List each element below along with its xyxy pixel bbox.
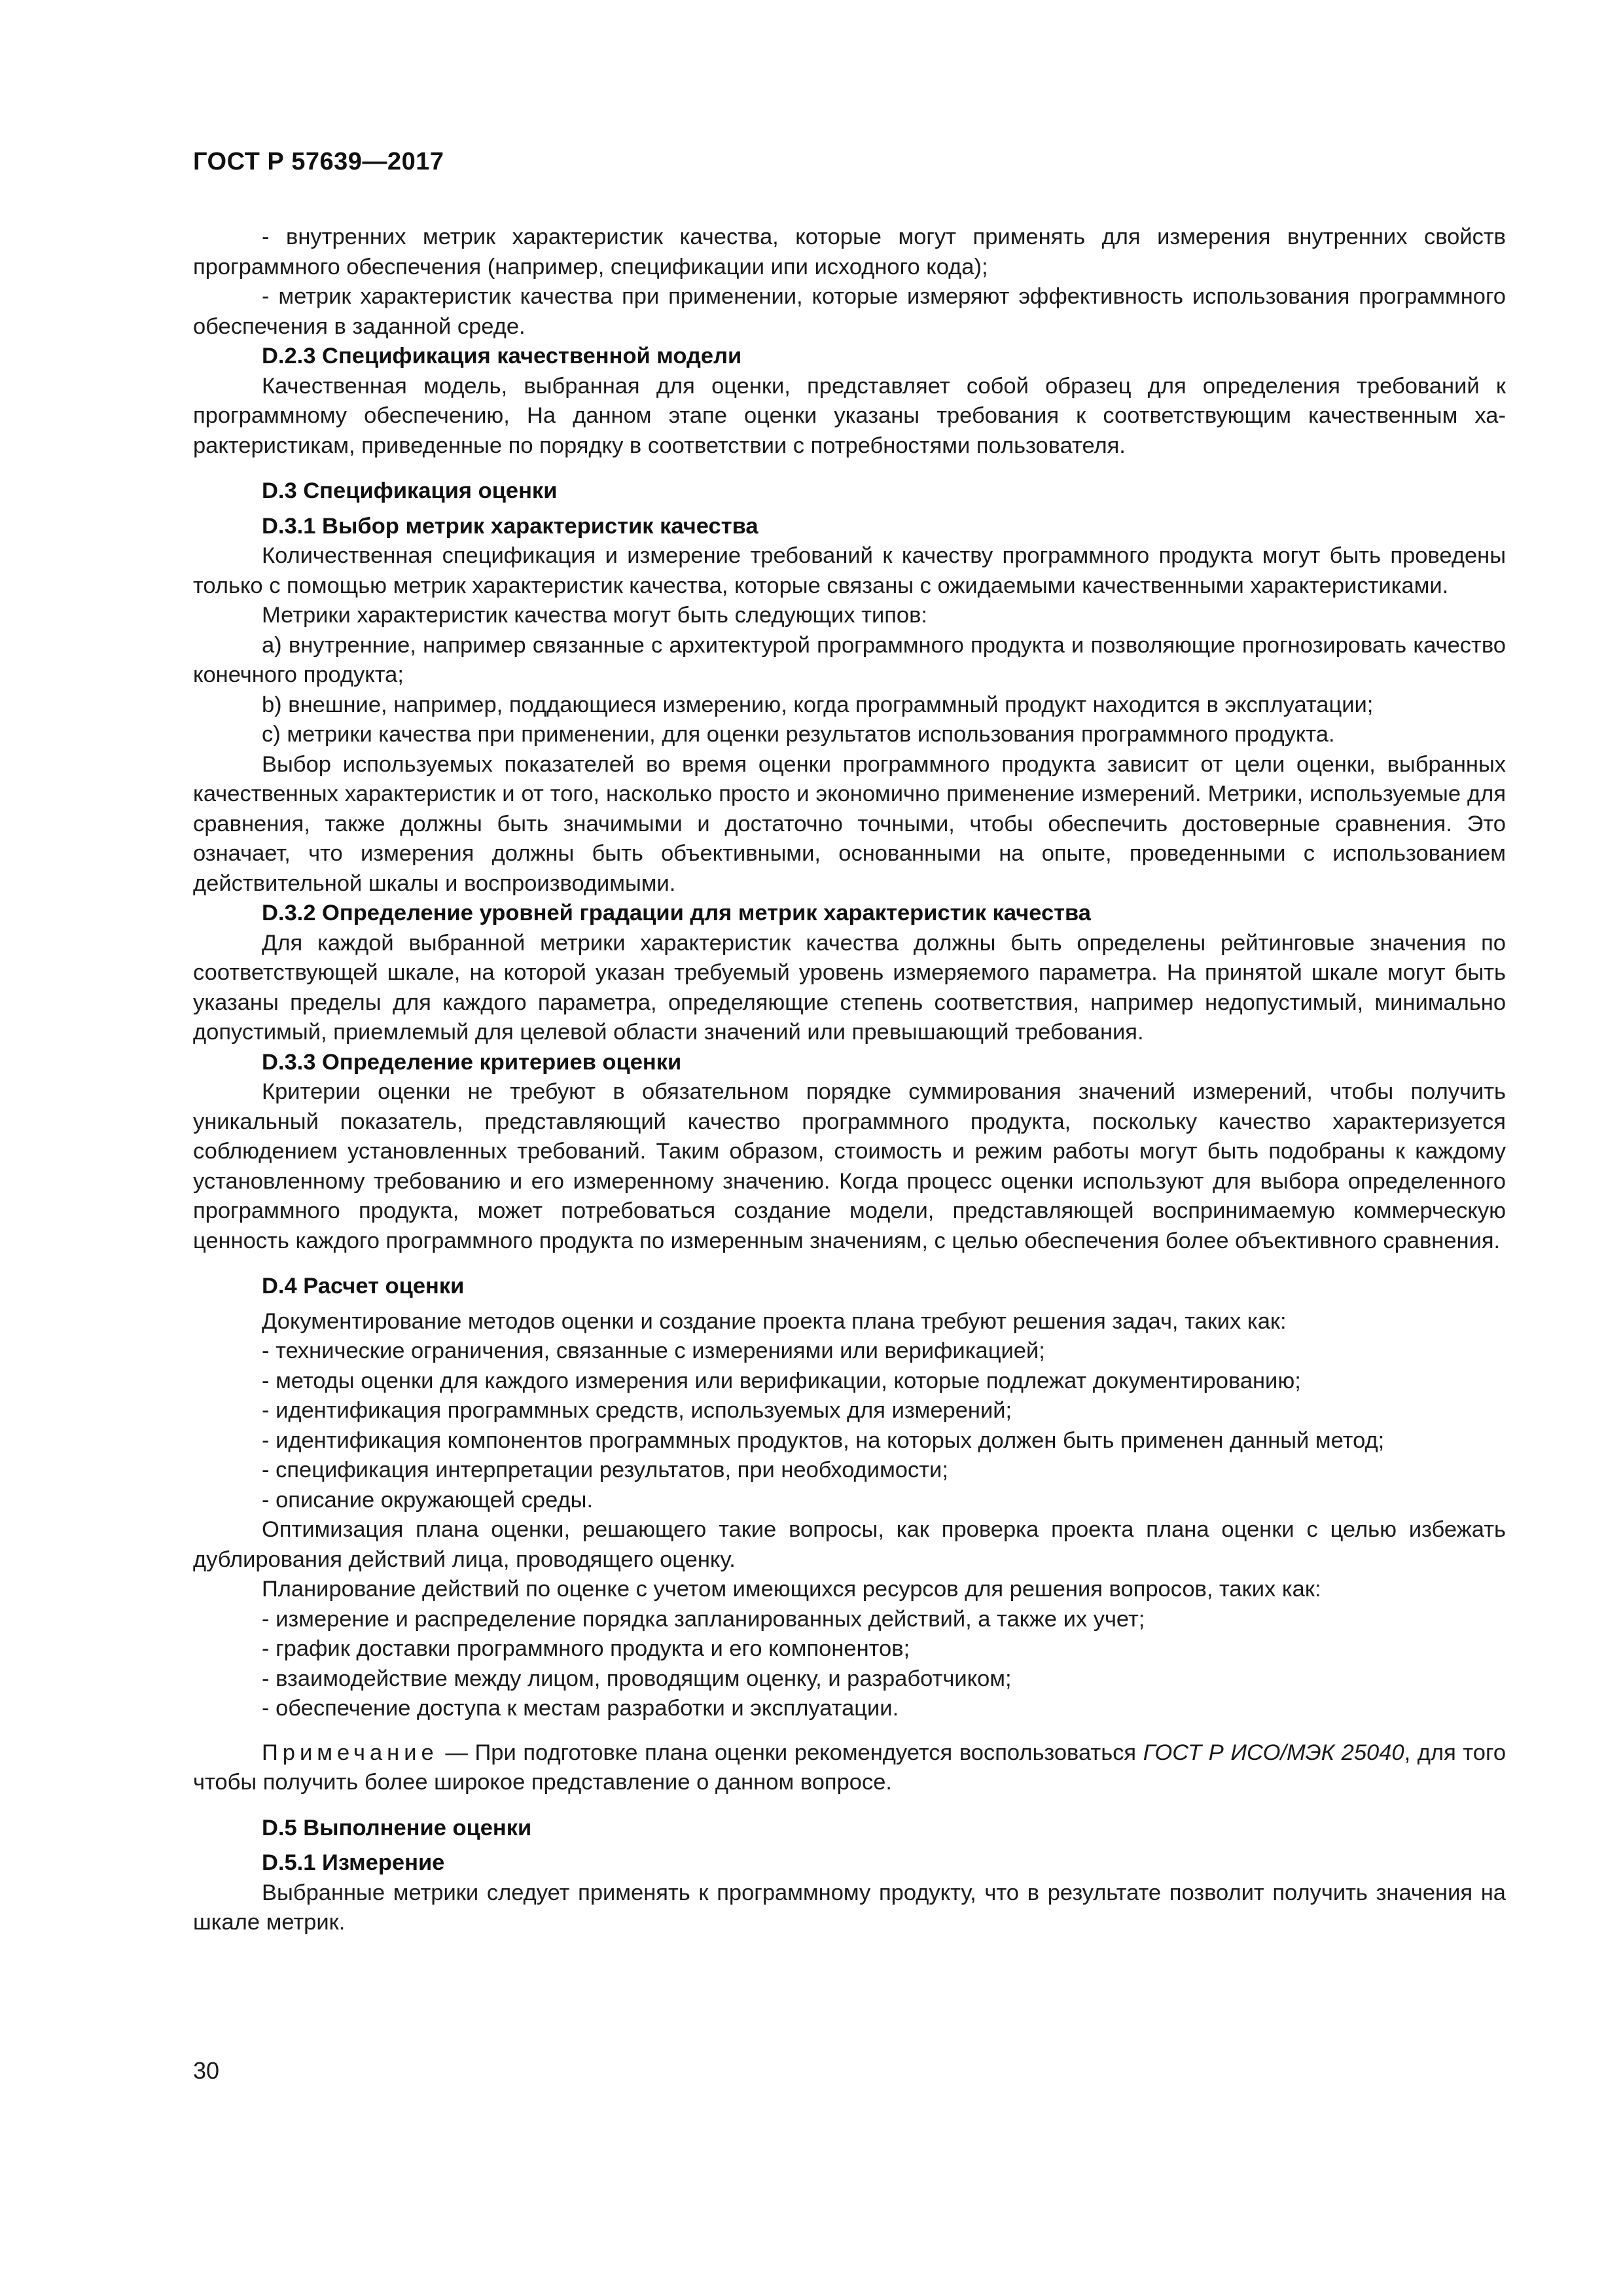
paragraph: Критерии оценки не требуют в обязательном порядке суммирования значений измерений, чтобы получить уникальный показатель, представляющий качество программного продукта, поскольку качество характеризуется соблюдением установленных требований. Таким образом, стоимость и режим работы могут быть подобраны к каждому установленному требованию и его измеренному значению. Когда процесс оценки используют для выбора определенного программного продукта, может потребоваться создание модели, представляющей воспринимаемую коммерческую ценность каждого программного продукта по измеренным значениям, с целью обеспечения более объективного сравнения.: [193, 1079, 1506, 1253]
paragraph: Документирование методов оценки и создание проекта плана требуют решения задач, таких как:: [262, 1308, 1287, 1334]
list-item: - описание окружающей среды.: [262, 1487, 594, 1513]
section-heading-d4: D.4 Расчет оценки: [262, 1274, 465, 1299]
note-text-end: , для того чтобы получить более широкое представление о данном вопросе.: [193, 1740, 1507, 1795]
list-item: - идентификация компонентов программных продуктов, на которых должен быть применен данный метод;: [262, 1427, 1385, 1453]
paragraph: Качественная модель, выбранная для оценки, представляет собой образец для определения требований к программному обеспечению, На данном этапе оценки указаны требования к соответствующим качественным характеристикам, приведенные по порядку в соответствии с потребностями пользователя.: [193, 373, 1506, 458]
paragraph: Оптимизация плана оценки, решающего такие вопросы, как проверка проекта плана оценки с целью избежать дублирования действий лица, проводящего оценку.: [193, 1517, 1506, 1572]
paragraph: Выбор используемых показателей во время оценки программного продукта зависит от цели оценки, выбранных качественных характеристик и от того, насколько просто и экономично применение измерений. Метрики, используемые для сравнения, также должны быть значимыми и достаточно точными, чтобы обеспечить достоверные сравнения. Это означает, что измерения должны быть объективными, основанными на опыте, проведенными с использованием действительной шкалы и воспроизводимыми.: [193, 751, 1506, 896]
paragraph: Метрики характеристик качества могут быть следующих типов:: [262, 603, 928, 628]
list-item: - спецификация интерпретации результатов, при необходимости;: [262, 1458, 948, 1482]
list-item: - методы оценки для каждого измерения или верификации, которые подлежат документированию;: [262, 1368, 1301, 1393]
list-item: - взаимодействие между лицом, проводящим оценку, и разработчиком;: [262, 1666, 1012, 1691]
list-item: - технические ограничения, связанные с измерениями или верификацией;: [262, 1338, 1045, 1363]
list-item: - график доставки программного продукта и его компонентов;: [262, 1636, 910, 1661]
document-code-header: ГОСТ Р 57639—2017: [193, 148, 444, 175]
subsection-heading-d32: D.3.2 Определение уровней градации для метрик характеристик качества: [262, 901, 1091, 925]
note-label: Примечание: [262, 1740, 438, 1765]
list-item: - обеспечение доступа к местам разработки и эксплуатации.: [262, 1696, 899, 1721]
subsection-heading-d23: D.2.3 Спецификация качественной модели: [262, 344, 742, 368]
paragraph: - внутренних метрик характеристик качества, которые могут применять для измерения внутренних свойств программного обеспечения (например, спецификации ипи исходного кода);: [193, 224, 1506, 279]
subsection-heading-d33: D.3.3 Определение критериев оценки: [262, 1049, 682, 1075]
section-heading-d5: D.5 Выполнение оценки: [262, 1815, 532, 1840]
list-item: - идентификация программных средств, используемых для измерений;: [262, 1398, 1012, 1423]
paragraph: Количественная спецификация и измерение требований к качеству программного продукта могут быть проведены только с помощью метрик характеристик качества, которые связаны с ожидаемыми качественными характеристиками.: [193, 543, 1506, 598]
paragraph: Выбранные метрики следует применять к программному продукту, что в результате позволит получить значения на шкале метрик.: [193, 1880, 1506, 1935]
page-number: 30: [193, 2057, 220, 2084]
note: [193, 1738, 1506, 1798]
note-reference: ГОСТ Р ИСО/МЭК 25040: [1143, 1740, 1404, 1765]
document-body: [193, 223, 1506, 1938]
list-item: а) внутренние, например связанные с архитектурой программного продукта и позволяющие прогнозировать качество конечного продукта;: [193, 632, 1506, 687]
list-item: b) внешние, например, поддающиеся измерению, когда программный продукт находится в эксплуатации;: [262, 692, 1374, 717]
paragraph: Планирование действий по оценке с учетом имеющихся ресурсов для решения вопросов, таких как:: [262, 1577, 1321, 1602]
paragraph: Для каждой выбранной метрики характеристик качества должны быть определены рейтинговые значения по соответствующей шкале, на которой указан требуемый уровень измеряемого параметра. На принятой шкале могут быть указаны пределы для каждого параметра, определяющие степень соответствия, например недопустимый, минимально допустимый, приемлемый для целевой области значений или превышающий требования.: [193, 930, 1506, 1045]
subsection-heading-d31: D.3.1 Выбор метрик характеристик качества: [262, 513, 758, 539]
list-item: - измерение и распределение порядка запланированных действий, а также их учет;: [262, 1606, 1145, 1632]
note-text: — При подготовке плана оценки рекомендуется воспользоваться: [438, 1740, 1143, 1765]
list-item: с) метрики качества при применении, для оценки результатов использования программного продукта.: [262, 722, 1335, 747]
paragraph: - метрик характеристик качества при применении, которые измеряют эффективность использования программного обеспечения в заданной среде.: [193, 284, 1506, 339]
subsection-heading-d51: D.5.1 Измерение: [262, 1850, 445, 1875]
section-heading-d3: D.3 Спецификация оценки: [262, 478, 558, 503]
